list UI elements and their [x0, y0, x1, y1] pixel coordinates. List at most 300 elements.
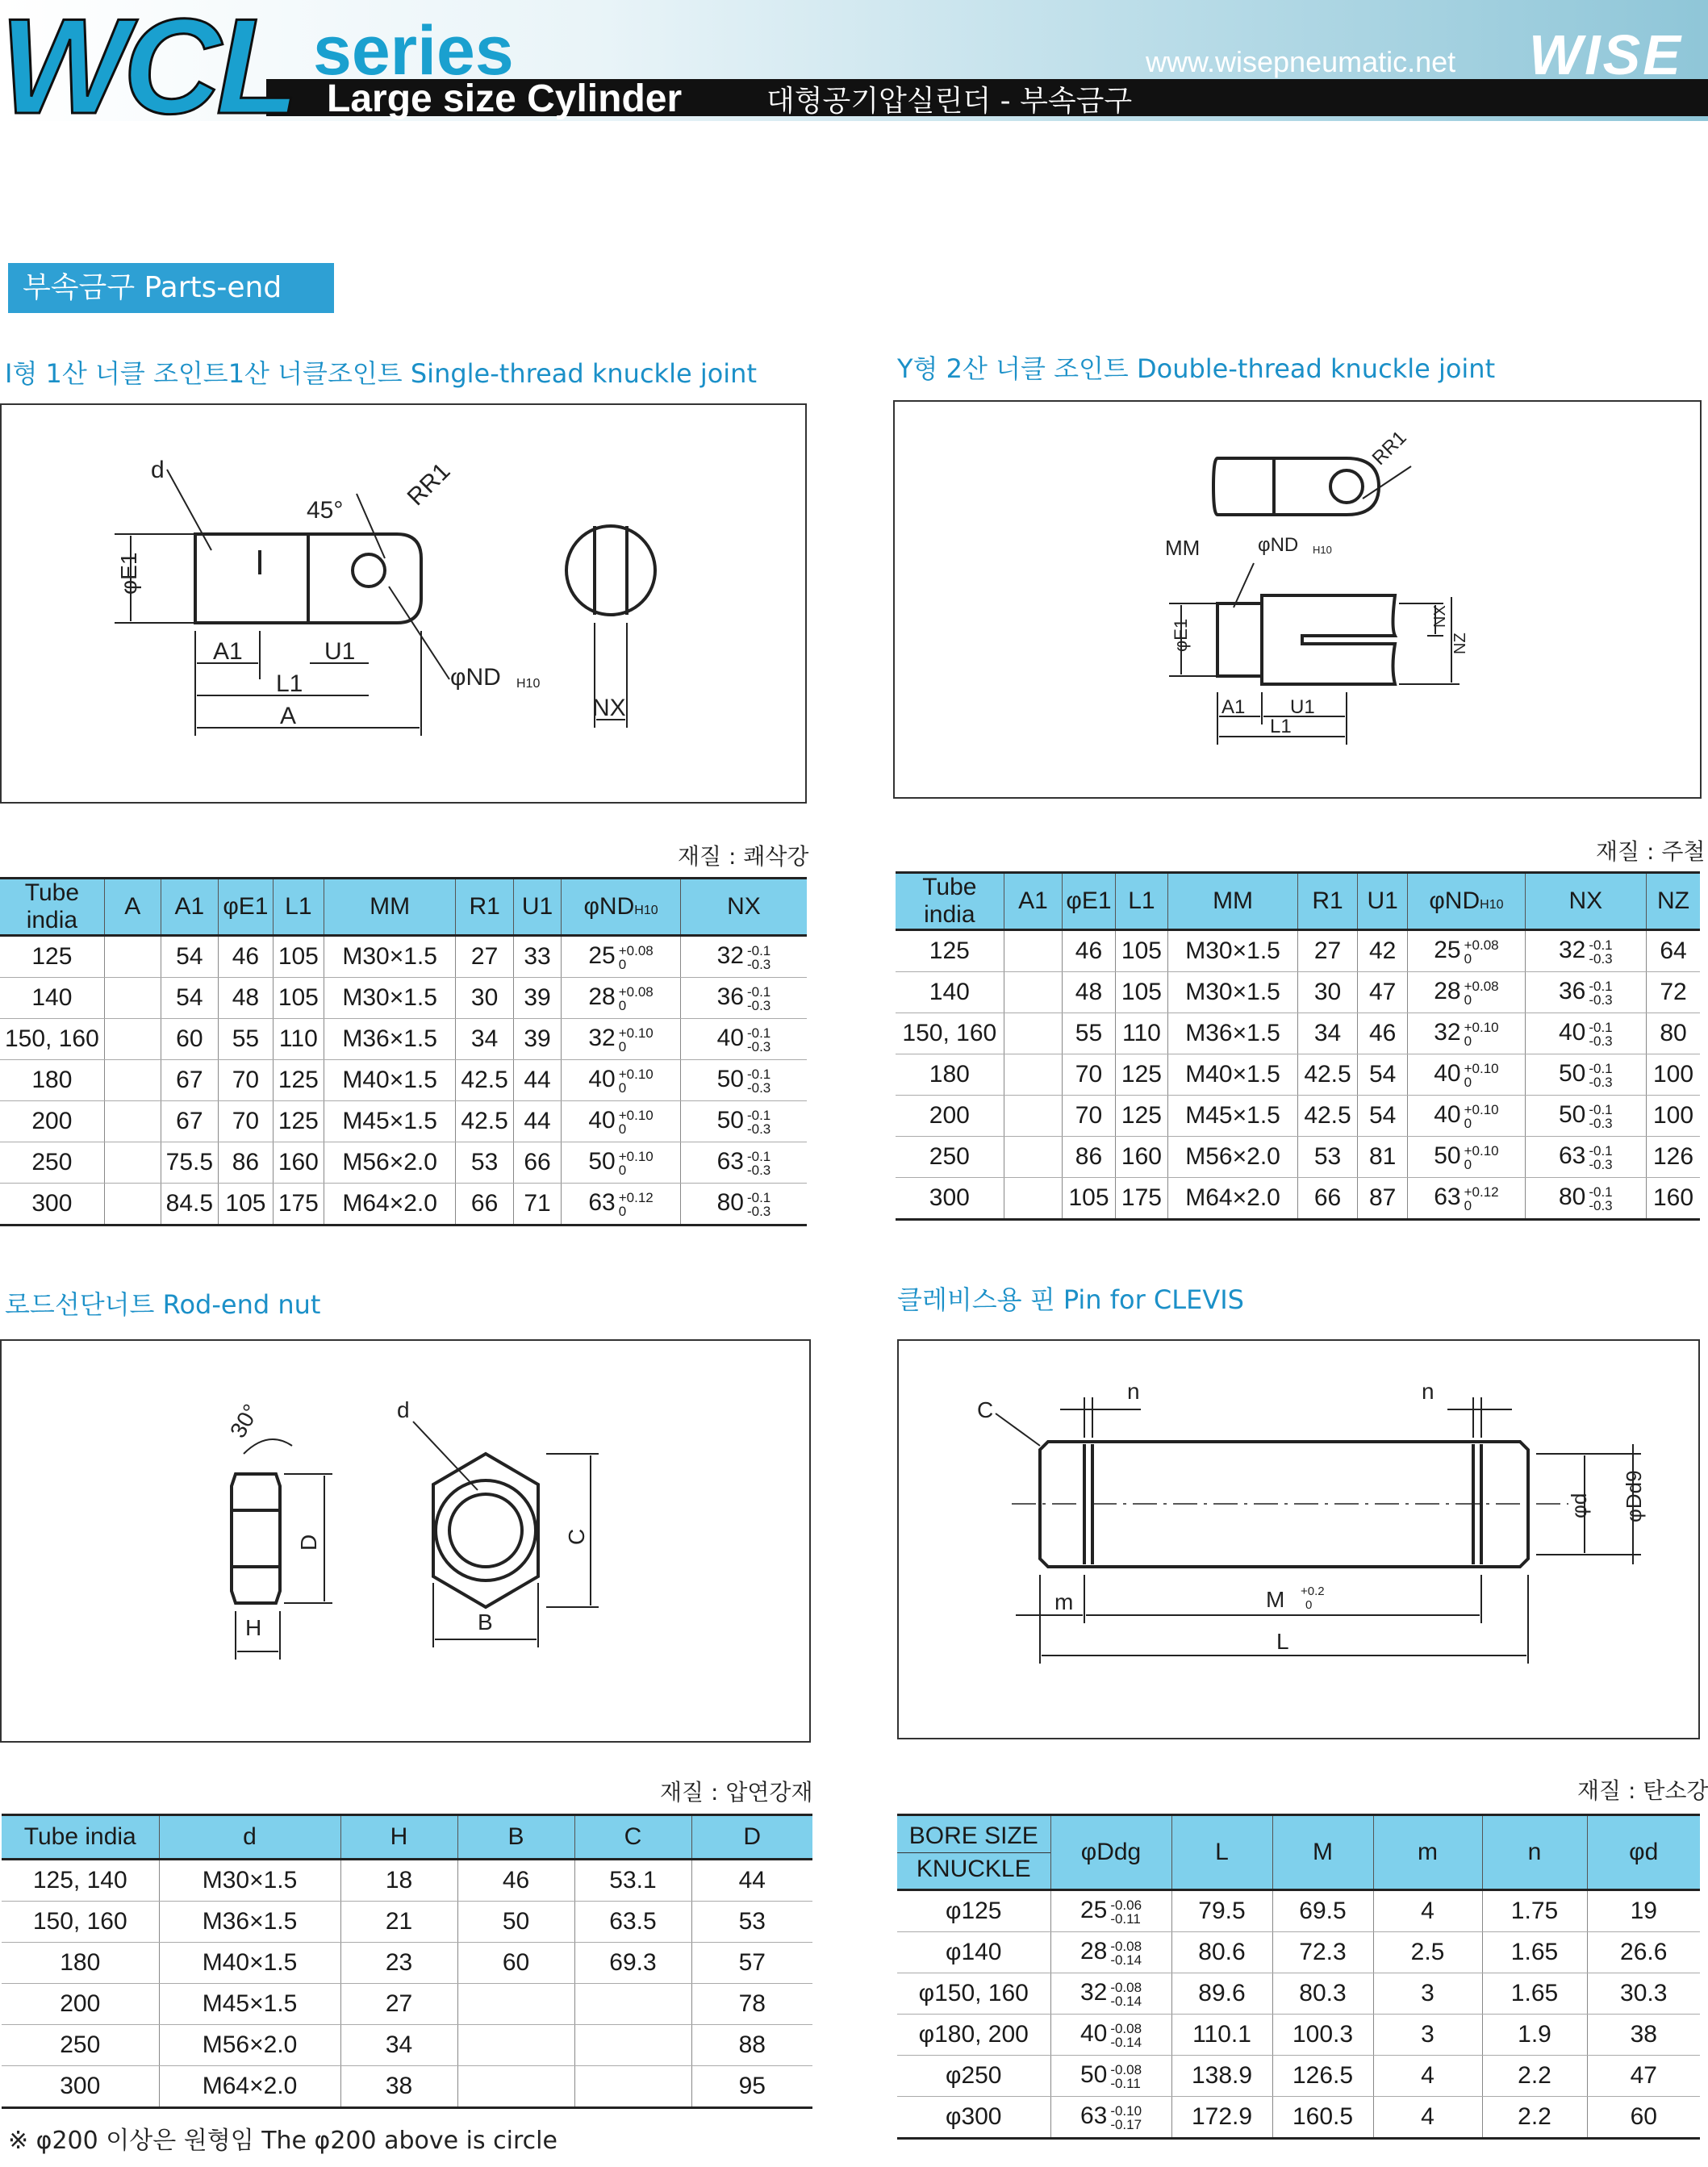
bore-size-label: BORE SIZE [897, 1820, 1050, 1853]
cell-h: 34 [340, 2025, 457, 2066]
cell-bore: φ125 [897, 1890, 1050, 1932]
cell-d: M56×2.0 [159, 2025, 340, 2066]
cell-m: 4 [1373, 2056, 1482, 2097]
cell-e1: 86 [1063, 1137, 1115, 1178]
label-d: d [151, 457, 165, 483]
col-m-big: M [1272, 1815, 1373, 1890]
col-nx: NX [680, 879, 807, 936]
cell-m: 3 [1373, 1973, 1482, 2015]
label-c: C [977, 1397, 994, 1422]
cell-d: 30.3 [1587, 1973, 1700, 2015]
cell-r1: 34 [1297, 1013, 1357, 1054]
rod-end-nut-drawing [0, 1339, 811, 1743]
cell-nx: 50 -0.1 -0.3 [680, 1101, 807, 1142]
cell-b: 60 [457, 1943, 574, 1984]
cell-e1: 48 [219, 978, 274, 1019]
col-r1: R1 [1297, 873, 1357, 930]
cell-u1: 44 [513, 1060, 561, 1101]
cell-a1 [1004, 1013, 1063, 1054]
cell-d-big: 44 [691, 1860, 812, 1902]
label-nz: NZ [1451, 633, 1469, 654]
cell-d: M40×1.5 [159, 1943, 340, 1984]
label-nx: NX [1431, 605, 1449, 628]
label-nd: φND [1258, 534, 1299, 556]
cell-m-big: 160.5 [1272, 2097, 1373, 2139]
cell-h: 27 [340, 1984, 457, 2025]
cell-u1: 71 [513, 1184, 561, 1225]
cell-r1: 30 [456, 978, 513, 1019]
label-a1: A1 [1221, 696, 1246, 718]
cell-mm: M40×1.5 [324, 1060, 456, 1101]
single-knuckle-title: I형 1산 너클 조인트1산 너클조인트 Single-thread knuckle joint [5, 358, 758, 389]
cell-mm: M30×1.5 [1168, 930, 1298, 972]
col-a1: A1 [161, 879, 218, 936]
table-row [0, 978, 807, 1019]
label-rr1: RR1 [1368, 426, 1411, 470]
col-d-big: D [691, 1815, 812, 1860]
cell-l1: 125 [1115, 1054, 1167, 1096]
cell-mm: M45×1.5 [1168, 1096, 1298, 1137]
cell-d: M30×1.5 [159, 1860, 340, 1902]
cell-nx: 36 -0.1 -0.3 [680, 978, 807, 1019]
label-nx: NX [592, 695, 626, 721]
cell-nz: 100 [1647, 1054, 1700, 1096]
cell-d: 60 [1587, 2097, 1700, 2139]
col-c: C [574, 1815, 691, 1860]
cell-m-big: 69.5 [1272, 1890, 1373, 1932]
rod-end-nut-table [2, 1814, 812, 2109]
cell-nx: 50 -0.1 -0.3 [1525, 1054, 1646, 1096]
cell-d: M45×1.5 [159, 1984, 340, 2025]
cell-l: 80.6 [1171, 1932, 1272, 1973]
col-a1: A1 [1004, 873, 1063, 930]
cell-tube: 200 [896, 1096, 1004, 1137]
label-l1: L1 [1270, 716, 1292, 737]
cell-n: 1.9 [1482, 2015, 1587, 2056]
cell-nd: 25 +0.08 0 [1408, 930, 1525, 972]
cell-nd: 50 +0.10 0 [562, 1142, 681, 1184]
cell-l1: 125 [273, 1101, 324, 1142]
clevis-pin-diagram [899, 1341, 1702, 1741]
cell-nz: 160 [1647, 1178, 1700, 1220]
cell-a [104, 936, 161, 978]
cell-r1: 42.5 [1297, 1054, 1357, 1096]
cell-e1: 48 [1063, 972, 1115, 1013]
cell-m: 4 [1373, 2097, 1482, 2139]
cell-l1: 125 [1115, 1096, 1167, 1137]
clevis-pin-drawing [897, 1339, 1700, 1739]
single-knuckle-drawing [0, 403, 807, 804]
cell-ddg: 32 -0.08 -0.14 [1050, 1973, 1171, 2015]
footnote: ※ φ200 이상은 원형임 The φ200 above is circle [8, 2127, 558, 2155]
col-m: m [1373, 1815, 1482, 1890]
label-a1: A1 [213, 638, 243, 665]
cell-l1: 160 [1115, 1137, 1167, 1178]
cell-bore: φ150, 160 [897, 1973, 1050, 2015]
cell-e1: 105 [219, 1184, 274, 1225]
cell-mm: M56×2.0 [1168, 1137, 1298, 1178]
cell-u1: 87 [1358, 1178, 1408, 1220]
col-nz: NZ [1647, 873, 1700, 930]
cell-tube: 250 [2, 2025, 159, 2066]
cell-r1: 66 [1297, 1178, 1357, 1220]
cell-a1: 67 [161, 1101, 218, 1142]
cell-nx: 40 -0.1 -0.3 [1525, 1013, 1646, 1054]
cell-nx: 36 -0.1 -0.3 [1525, 972, 1646, 1013]
cell-d-big: 57 [691, 1943, 812, 1984]
col-h: H [340, 1815, 457, 1860]
col-r1: R1 [456, 879, 513, 936]
cell-a1: 60 [161, 1019, 218, 1060]
cell-r1: 42.5 [1297, 1096, 1357, 1137]
cell-d-big: 53 [691, 1902, 812, 1943]
table-row [897, 2015, 1700, 2056]
cell-tube: 180 [2, 1943, 159, 1984]
col-u1: U1 [513, 879, 561, 936]
cell-d-big: 78 [691, 1984, 812, 2025]
cell-a [104, 1101, 161, 1142]
knuckle-label: KNUCKLE [916, 1855, 1031, 1882]
cell-d-big: 95 [691, 2066, 812, 2108]
cell-a1 [1004, 1137, 1063, 1178]
col-nd: φNDH10 [562, 879, 681, 936]
table-row [0, 936, 807, 978]
table-row [0, 1019, 807, 1060]
cell-n: 1.75 [1482, 1890, 1587, 1932]
cell-mm: M30×1.5 [324, 978, 456, 1019]
cell-mm: M36×1.5 [1168, 1013, 1298, 1054]
cell-b [457, 1984, 574, 2025]
label-angle: 45° [307, 497, 344, 524]
cell-l1: 125 [273, 1060, 324, 1101]
col-mm: MM [1168, 873, 1298, 930]
cell-nz: 126 [1647, 1137, 1700, 1178]
cell-nd: 32 +0.10 0 [1408, 1013, 1525, 1054]
double-knuckle-title: Y형 2산 너클 조인트 Double-thread knuckle joint [897, 353, 1496, 384]
cell-r1: 53 [456, 1142, 513, 1184]
cell-mm: M64×2.0 [1168, 1178, 1298, 1220]
clevis-pin-title: 클레비스용 핀 Pin for CLEVIS [897, 1284, 1244, 1315]
cell-tube: 125 [896, 930, 1004, 972]
table-row [2, 2025, 812, 2066]
table-row [896, 972, 1700, 1013]
cell-e1: 86 [219, 1142, 274, 1184]
cell-l1: 105 [1115, 930, 1167, 972]
cell-ddg: 63 -0.10 -0.17 [1050, 2097, 1171, 2139]
cell-l1: 105 [273, 978, 324, 1019]
cell-nz: 64 [1647, 930, 1700, 972]
cell-nx: 63 -0.1 -0.3 [1525, 1137, 1646, 1178]
label-a: A [280, 703, 297, 729]
cell-nx: 50 -0.1 -0.3 [680, 1060, 807, 1101]
cell-tube: 150, 160 [0, 1019, 104, 1060]
cell-r1: 53 [1297, 1137, 1357, 1178]
cell-m-big: 72.3 [1272, 1932, 1373, 1973]
cell-tube: 180 [0, 1060, 104, 1101]
label-m-small: m [1054, 1589, 1074, 1614]
label-d-lower: d [397, 1397, 410, 1422]
cell-l1: 160 [273, 1142, 324, 1184]
table-row [2, 1943, 812, 1984]
cell-u1: 47 [1358, 972, 1408, 1013]
cell-r1: 27 [456, 936, 513, 978]
cell-nd: 63 +0.12 0 [1408, 1178, 1525, 1220]
cell-nd: 40 +0.10 0 [1408, 1054, 1525, 1096]
col-e1: φE1 [1063, 873, 1115, 930]
cell-tube: 200 [2, 1984, 159, 2025]
cell-a1 [1004, 1178, 1063, 1220]
double-knuckle-material: 재질 : 주철 [1596, 838, 1706, 865]
cell-m-big: 100.3 [1272, 2015, 1373, 2056]
cell-u1: 54 [1358, 1096, 1408, 1137]
rod-end-nut-material: 재질 : 압연강재 [660, 1779, 813, 1806]
label-rr1: RR1 [402, 457, 456, 511]
cell-c: 69.3 [574, 1943, 691, 1984]
single-knuckle-material: 재질 : 쾌삭강 [678, 843, 809, 870]
cell-nd: 63 +0.12 0 [562, 1184, 681, 1225]
cell-nz: 100 [1647, 1096, 1700, 1137]
cell-nd: 25 +0.08 0 [562, 936, 681, 978]
table-header-row [0, 879, 807, 936]
cell-h: 23 [340, 1943, 457, 1984]
cell-nd: 32 +0.10 0 [562, 1019, 681, 1060]
cell-mm: M30×1.5 [324, 936, 456, 978]
label-nd-h10: H10 [1313, 544, 1332, 556]
cell-nx: 80 -0.1 -0.3 [680, 1184, 807, 1225]
cell-e1: 70 [219, 1060, 274, 1101]
cell-a [104, 1060, 161, 1101]
cell-c [574, 2025, 691, 2066]
cell-mm: M30×1.5 [1168, 972, 1298, 1013]
cell-tube: 150, 160 [896, 1013, 1004, 1054]
cell-h: 21 [340, 1902, 457, 1943]
label-c: C [564, 1528, 589, 1545]
cell-tube: 140 [0, 978, 104, 1019]
cell-e1: 70 [219, 1101, 274, 1142]
page-subtitle-korean: 대형공기압실린더 - 부속금구 [766, 85, 1133, 118]
cell-b [457, 2025, 574, 2066]
col-mm: MM [324, 879, 456, 936]
col-tube: Tube india [2, 1815, 159, 1860]
cell-nd: 28 +0.08 0 [1408, 972, 1525, 1013]
cell-mm: M40×1.5 [1168, 1054, 1298, 1096]
rod-end-nut-diagram [2, 1341, 812, 1744]
cell-mm: M64×2.0 [324, 1184, 456, 1225]
col-e1: φE1 [219, 879, 274, 936]
cell-tube: 300 [896, 1178, 1004, 1220]
cell-d-big: 88 [691, 2025, 812, 2066]
cell-r1: 30 [1297, 972, 1357, 1013]
series-label: series [313, 12, 514, 90]
cell-a1 [1004, 1054, 1063, 1096]
cell-a1 [1004, 930, 1063, 972]
page-subtitle: Large size Cylinder [327, 77, 683, 120]
cell-a [104, 1019, 161, 1060]
label-l1: L1 [276, 670, 303, 697]
table-row [896, 930, 1700, 972]
double-knuckle-table [896, 871, 1700, 1221]
cell-tube: 200 [0, 1101, 104, 1142]
cell-mm: M56×2.0 [324, 1142, 456, 1184]
cell-nx: 40 -0.1 -0.3 [680, 1019, 807, 1060]
cell-nz: 80 [1647, 1013, 1700, 1054]
cell-bore: φ180, 200 [897, 2015, 1050, 2056]
cell-u1: 44 [513, 1101, 561, 1142]
double-knuckle-drawing [893, 400, 1702, 799]
label-d-upper: D [296, 1534, 321, 1551]
double-knuckle-diagram [895, 402, 1703, 800]
table-header-row [897, 1815, 1700, 1890]
cell-tube: 180 [896, 1054, 1004, 1096]
cell-d: M36×1.5 [159, 1902, 340, 1943]
brand-logo: WISE [1529, 23, 1683, 86]
clevis-pin-table [897, 1814, 1700, 2140]
cell-l: 79.5 [1171, 1890, 1272, 1932]
cell-nx: 63 -0.1 -0.3 [680, 1142, 807, 1184]
cell-b [457, 2066, 574, 2108]
cell-nd: 40 +0.10 0 [562, 1060, 681, 1101]
cell-nz: 72 [1647, 972, 1700, 1013]
cell-a1: 84.5 [161, 1184, 218, 1225]
table-row [897, 1973, 1700, 2015]
label-m-tol-lo: 0 [1305, 1598, 1313, 1612]
label-phi-dd9: φDd9 [1622, 1470, 1646, 1522]
cell-nx: 32 -0.1 -0.3 [1525, 930, 1646, 972]
cell-ddg: 25 -0.06 -0.11 [1050, 1890, 1171, 1932]
table-row [2, 1902, 812, 1943]
single-knuckle-table [0, 877, 807, 1226]
table-row [896, 1137, 1700, 1178]
cell-tube: 300 [2, 2066, 159, 2108]
section-badge: 부속금구 Parts-end [8, 263, 334, 313]
table-row [0, 1184, 807, 1225]
label-n-right: n [1422, 1379, 1434, 1404]
cell-a [104, 978, 161, 1019]
col-nx: NX [1525, 873, 1646, 930]
cell-bore: φ140 [897, 1932, 1050, 1973]
table-header-row [896, 873, 1700, 930]
label-h: H [245, 1615, 262, 1640]
cell-n: 2.2 [1482, 2097, 1587, 2139]
single-knuckle-diagram [2, 405, 808, 805]
cell-c: 53.1 [574, 1860, 691, 1902]
col-l: L [1171, 1815, 1272, 1890]
cell-tube: 250 [0, 1142, 104, 1184]
website-url[interactable]: www.wisepneumatic.net [1146, 45, 1456, 78]
cell-b: 50 [457, 1902, 574, 1943]
series-logo: WCL [0, 0, 294, 142]
table-row [897, 2056, 1700, 2097]
col-bore-knuckle [897, 1815, 1050, 1890]
cell-nd: 40 +0.10 0 [1408, 1096, 1525, 1137]
cell-ddg: 28 -0.08 -0.14 [1050, 1932, 1171, 1973]
cell-l: 110.1 [1171, 2015, 1272, 2056]
cell-a1: 54 [161, 936, 218, 978]
table-row [0, 1101, 807, 1142]
label-nd-h10: H10 [516, 677, 541, 691]
cell-h: 38 [340, 2066, 457, 2108]
cell-b: 46 [457, 1860, 574, 1902]
cell-e1: 105 [1063, 1178, 1115, 1220]
col-d: φd [1587, 1815, 1700, 1890]
label-l: L [1276, 1629, 1289, 1654]
label-b: B [478, 1610, 493, 1635]
table-row [896, 1013, 1700, 1054]
col-a: A [104, 879, 161, 936]
cell-u1: 42 [1358, 930, 1408, 972]
cell-l1: 175 [273, 1184, 324, 1225]
col-u1: U1 [1358, 873, 1408, 930]
table-header-row [2, 1815, 812, 1860]
cell-r1: 42.5 [456, 1101, 513, 1142]
cell-nd: 28 +0.08 0 [562, 978, 681, 1019]
cell-bore: φ250 [897, 2056, 1050, 2097]
cell-c [574, 1984, 691, 2025]
label-m-big: M [1266, 1587, 1285, 1612]
col-b: B [457, 1815, 574, 1860]
cell-a1: 75.5 [161, 1142, 218, 1184]
col-tube: Tube india [0, 879, 104, 936]
cell-h: 18 [340, 1860, 457, 1902]
cell-m-big: 126.5 [1272, 2056, 1373, 2097]
label-u1: U1 [1290, 696, 1315, 718]
cell-d: 47 [1587, 2056, 1700, 2097]
cell-m: 2.5 [1373, 1932, 1482, 1973]
cell-l1: 110 [273, 1019, 324, 1060]
cell-tube: 300 [0, 1184, 104, 1225]
cell-nx: 80 -0.1 -0.3 [1525, 1178, 1646, 1220]
table-row [2, 2066, 812, 2108]
cell-m-big: 80.3 [1272, 1973, 1373, 2015]
cell-tube: 150, 160 [2, 1902, 159, 1943]
cell-e1: 70 [1063, 1096, 1115, 1137]
table-row [2, 1984, 812, 2025]
col-tube: Tube india [896, 873, 1004, 930]
cell-c: 63.5 [574, 1902, 691, 1943]
cell-d: 19 [1587, 1890, 1700, 1932]
label-e1: φE1 [116, 552, 141, 595]
col-d: d [159, 1815, 340, 1860]
cell-a1 [1004, 1096, 1063, 1137]
label-u1: U1 [324, 638, 356, 665]
label-n-left: n [1127, 1379, 1140, 1404]
col-ddg: φDdg [1050, 1815, 1171, 1890]
cell-a1: 54 [161, 978, 218, 1019]
cell-a [104, 1184, 161, 1225]
clevis-pin-material: 재질 : 탄소강 [1577, 1777, 1708, 1804]
cell-e1: 46 [1063, 930, 1115, 972]
cell-tube: 250 [896, 1137, 1004, 1178]
cell-u1: 81 [1358, 1137, 1408, 1178]
table-row [896, 1178, 1700, 1220]
table-row [896, 1054, 1700, 1096]
label-nd: φND [450, 664, 501, 691]
cell-ddg: 50 -0.08 -0.11 [1050, 2056, 1171, 2097]
cell-r1: 66 [456, 1184, 513, 1225]
cell-l1: 105 [1115, 972, 1167, 1013]
cell-d: 26.6 [1587, 1932, 1700, 1973]
table-row [0, 1060, 807, 1101]
cell-ddg: 40 -0.08 -0.14 [1050, 2015, 1171, 2056]
cell-a1: 67 [161, 1060, 218, 1101]
table-row [896, 1096, 1700, 1137]
cell-n: 1.65 [1482, 1973, 1587, 2015]
col-n: n [1482, 1815, 1587, 1890]
cell-a1 [1004, 972, 1063, 1013]
cell-r1: 34 [456, 1019, 513, 1060]
table-row [897, 1890, 1700, 1932]
cell-u1: 39 [513, 1019, 561, 1060]
